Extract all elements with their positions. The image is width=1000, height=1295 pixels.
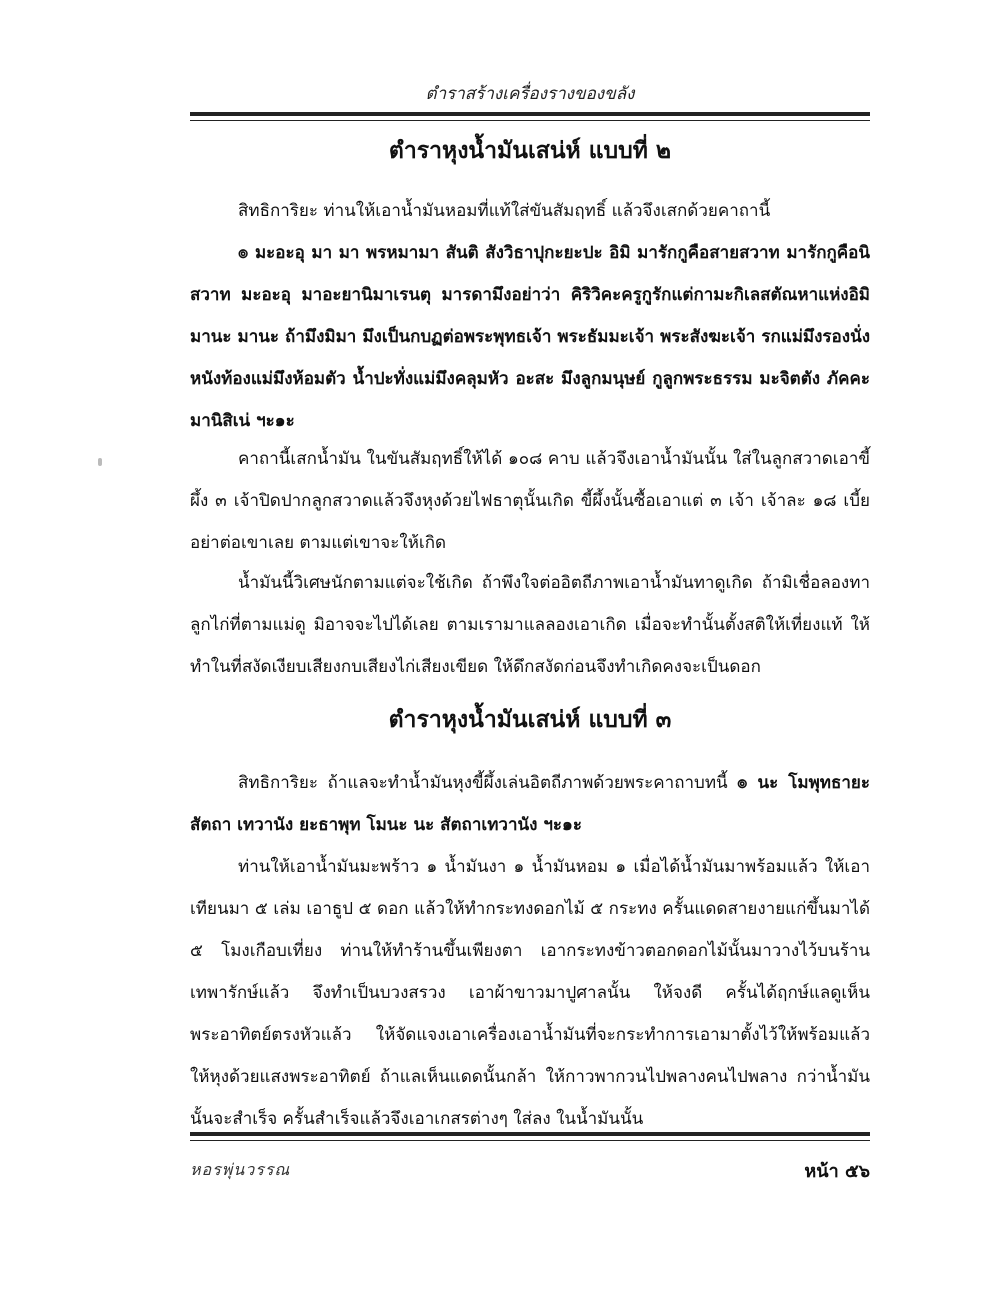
paragraph-notes-2: น้ำมันนี้วิเศษนักตามแต่จะใช้เกิด ถ้าพึงใจต่ออิตถีภาพเอาน้ำมันทาดูเกิด ถ้ามิเชื่อลองทาลูกไก่ที่ตามแม่ดู มิอาจจะไปได้เลย ตามเรามาแลลองเอาเกิด เมื่อจะทำนั้นตั้งสติให้เที่ยงแท้ ให้ทำในที่สงัดเงียบเสียงกบเสียงไก่เสียงเขียด ให้ดึกสงัดก่อนจึงทำเกิดคงจะเป็นดอก <box>190 573 870 677</box>
running-header: ตำราสร้างเครื่องรางของขลัง <box>425 84 635 104</box>
paragraph-instructions-3: ท่านให้เอาน้ำมันมะพร้าว ๑ น้ำมันงา ๑ น้ำมันหอม ๑ เมื่อได้น้ำมันมาพร้อมแล้ว ให้เอาเทียนมา ๕ เล่ม เอาธูป ๕ ดอก แล้วให้ทำกระทงดอกไม้ ๕ กระทง ครั้นแดดสายงายแก่ขึ้นมาได้ ๕ โมงเกือบเที่ยง ท่านให้ทำร้านขึ้นเพียงตา เอากระทงข้าวตอกดอกไม้นั้นมาวางไว้บนร้านเทพารักษ์แล้ว จึงทำเป็นบวงสรวง เอาผ้าขาวมาปูศาลนั้น ให้จงดี ครั้นได้ฤกษ์แลดูเห็นพระอาทิตย์ตรงหัวแล้ว ให้จัดแจงเอาเครื่องเอาน้ำมันที่จะกระทำการเอามาตั้งไว้ให้พร้อมแล้ว ให้หุงด้วยแสงพระอาทิตย์ ถ้าแลเห็นแดดนั้นกล้า ให้กาวพากวนไปพลางคนไปพลาง กว่าน้ำมันนั้นจะสำเร็จ ครั้นสำเร็จแล้วจึงเอาเกสรต่างๆ ใส่ลง ในน้ำมันนั้น <box>190 857 870 1129</box>
intro-3-text: สิทธิการิยะ ถ้าแลจะทำน้ำมันหุงขี้ผึ้งเล่นอิตถีภาพด้วยพระคาถาบทนี้ <box>238 773 738 793</box>
footer-rule-thick <box>190 1132 870 1136</box>
page-number: หน้า ๕๖ <box>804 1161 870 1182</box>
paragraph-instructions-2: คาถานี้เสกน้ำมัน ในขันสัมฤทธิ์ให้ได้ ๑๐๘ คาบ แล้วจึงเอาน้ำมันนั้น ใส่ในลูกสวาดเอาขี้ผึ้ง ๓ เจ้าปิดปากลูกสวาดแล้วจึงหุงด้วยไฟธาตุนั้นเกิด ขี้ผึ้งนั้นซื้อเอาแต่ ๓ เจ้า เจ้าละ ๑๘ เบี้ยอย่าต่อเขาเลย ตามแต่เขาจะให้เกิด <box>190 449 870 553</box>
header-rule-thin <box>190 120 870 121</box>
scan-speck <box>98 458 102 466</box>
header-rule-thick <box>190 112 870 116</box>
section-title-3: ตำราหุงน้ำมันเสน่ห์ แบบที่ ๓ <box>388 706 672 733</box>
paragraph-intro-2: สิทธิการิยะ ท่านให้เอาน้ำมันหอมที่แท้ใส่ขันสัมฤทธิ์ แล้วจึงเสกด้วยคาถานี้ <box>238 201 771 221</box>
footer-signature: หอรพุ่นวรรณ <box>190 1160 291 1179</box>
incantation-3-text: ๏ นะ โมพุทธายะ สัตถา เทวานัง ยะธาพุท โมนะ นะ สัตถาเทวานัง ฯะ๑ะ <box>190 773 870 835</box>
section-title-2: ตำราหุงน้ำมันเสน่ห์ แบบที่ ๒ <box>388 137 672 164</box>
paragraph-intro-3 <box>190 762 870 846</box>
footer-rule-thin <box>190 1140 870 1141</box>
paragraph-incantation-2: ๏ มะอะอุ มา มา พรหมามา สันติ สังวิธาปุกะยะปะ อิมิ มารักกูคือสายสวาท มารักกูคือนิสวาท มะอะอุ มาอะยานิมาเรนตุ มารดามึงอย่าว่า คิริวิคะครูกูรักแต่กามะกิเลสตัณหาแห่งอิมิ มานะ มานะ ถ้ามึงมิมา มึงเป็นกบฏต่อพระพุทธเจ้า พระธัมมะเจ้า พระสังฆะเจ้า รกแม่มึงรองนั่ง หนังท้องแม่มึงห้อมตัว น้ำปะทั่งแม่มึงคลุมหัว อะสะ มึงลูกมนุษย์ กูลูกพระธรรม มะจิตตัง ภัคคะมานิสิเน่ ฯะ๑ะ <box>190 243 870 431</box>
